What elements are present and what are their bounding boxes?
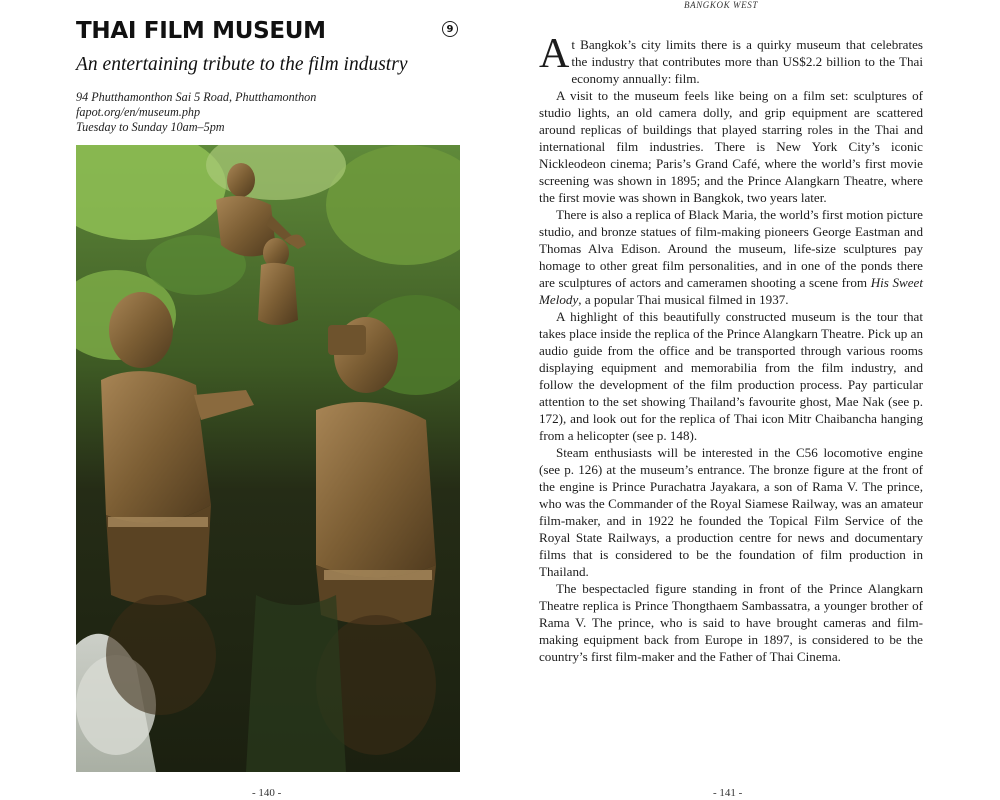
film-title: His Sweet Melody xyxy=(539,275,923,307)
article-body xyxy=(539,31,923,665)
address: 94 Phutthamonthon Sai 5 Road, Phutthamonthon xyxy=(76,90,317,104)
paragraph-1: At Bangkok’s city limits there is a quirky museum that celebrates the industry that contributes more than US$2.2 billion to the Thai economy annually: film. xyxy=(539,31,923,86)
paragraph-5: Steam enthusiasts will be interested in the C56 locomotive engine (see p. 126) at the museum’s entrance. The bronze figure at the front of the engine is Prince Purachatra Jayakara, a son of Rama V. The prince, who was the Commander of the Royal Siamese Railway, was an amateur film-maker, and in 1922 he founded the Topical Film Service of the Royal State Railways, a production centre for news and documentary films that is considered to be the foundation of film production in Thailand. xyxy=(539,445,923,579)
page-subtitle: An entertaining tribute to the film industry xyxy=(76,54,408,75)
drop-cap: A xyxy=(539,31,570,77)
paragraph-4: A highlight of this beautifully constructed museum is the tour that takes place inside the replica of the Prince Alangkarn Theatre. Pick up an audio guide from the office and be transported through various rooms displaying equipment and memorabilia from the film industry, and follow the development of the film production process. Pay particular attention to the set showing Thailand’s favourite ghost, Mae Nak (see p. 172), and look out for the replica of Thai icon Mitr Chaibancha hanging from a helicopter (see p. 148). xyxy=(539,309,923,443)
opening-hours: Tuesday to Sunday 10am–5pm xyxy=(76,120,225,134)
paragraph-3: There is also a replica of Black Maria, the world’s first motion picture studio, and bronze statues of film-making pioneers George Eastman and Thomas Alva Edison. Around the museum, life-size sculptures pay homage to other great film personalities, and in one of the ponds there are sculptures of actors and cameramen shooting a scene from His Sweet Melody, a popular Thai musical filmed in 1937. xyxy=(539,207,923,307)
running-head: BANGKOK WEST xyxy=(684,0,758,10)
page-number-right: - 141 - xyxy=(713,787,743,799)
entry-number-badge: 9 xyxy=(442,21,458,37)
info-block xyxy=(76,90,316,135)
bronze-sculptures-illustration xyxy=(76,145,460,772)
museum-photo xyxy=(76,145,460,772)
paragraph-6: The bespectacled figure standing in front of the Prince Alangkarn Theatre replica is Prince Thongthaem Sambassatra, a younger brother of Rama V. The prince, who is said to have brought cameras and film-making equipment back from Europe in 1897, is considered to be the country’s first film-maker and the Father of Thai Cinema. xyxy=(539,581,923,664)
page-number-left: - 140 - xyxy=(252,787,282,799)
paragraph-2: A visit to the museum feels like being on a film set: sculptures of studio lights, an old camera dolly, and grip equipment are scattered around replicas of buildings that played starring roles in the Thai and international film industries. There is New York City’s iconic Nickleodeon cinema; Paris’s Grand Café, where the world’s first movie screening was shown in 1895; and the Prince Alangkarn Theatre, where the first movie was shown in Bangkok, two years later. xyxy=(539,88,923,205)
page-title: THAI FILM MUSEUM xyxy=(76,18,326,44)
website-link[interactable]: fapot.org/en/museum.php xyxy=(76,105,201,119)
